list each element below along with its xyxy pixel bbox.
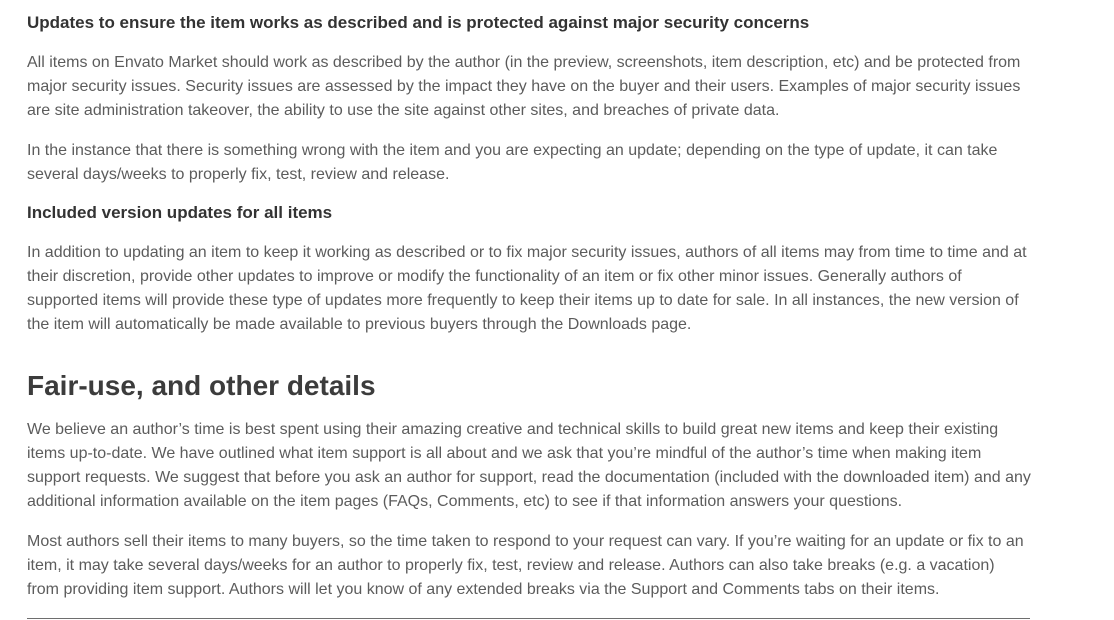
section-divider (27, 618, 1030, 619)
fair-use-heading: Fair-use, and other details (27, 370, 376, 401)
included-updates-paragraph: In addition to updating an item to keep it working as described or to fix major security issues, authors of all items may from time to time and at their discretion, provide other updates to improve or modify the functionality of an item or fix other minor issues. Generally authors of supported items will provide these type of updates more frequently to keep their items up to date for sale. In all instances, the new version of the item will automatically be made available to previous buyers through the Downloads page. (27, 244, 1027, 333)
updates-paragraph-1: All items on Envato Market should work as described by the author (in the preview, screenshots, item description, etc) and be protected from major security issues. Security issues are assessed by the impact they have on the buyer and their users. Examples of major security issues are site administration takeover, the ability to use the site against other sites, and breaches of private data. (27, 54, 1021, 119)
updates-paragraph-2: In the instance that there is something wrong with the item and you are expecting an update; depending on the type of update, it can take several days/weeks to properly fix, test, review and release. (27, 142, 998, 183)
included-updates-heading: Included version updates for all items (27, 203, 333, 222)
fair-use-paragraph-2: Most authors sell their items to many buyers, so the time taken to respond to your request can vary. If you’re waiting for an update or fix to an item, it may take several days/weeks for an author to properly fix, test, review and release. Authors can also take breaks (e.g. a vacation) from providing item support. Authors will let you know of any extended breaks via the Support and Comments tabs on their items. (27, 533, 1024, 598)
updates-heading: Updates to ensure the item works as described and is protected against major security concerns (27, 13, 810, 32)
fair-use-paragraph-1: We believe an author’s time is best spent using their amazing creative and technical skills to build great new items and keep their existing items up-to-date. We have outlined what item support is all about and we ask that you’re mindful of the author’s time when making item support requests. We suggest that before you ask an author for support, read the documentation (included with the downloaded item) and any additional information available on the item pages (FAQs, Comments, etc) to see if that information answers your questions. (27, 421, 1031, 510)
